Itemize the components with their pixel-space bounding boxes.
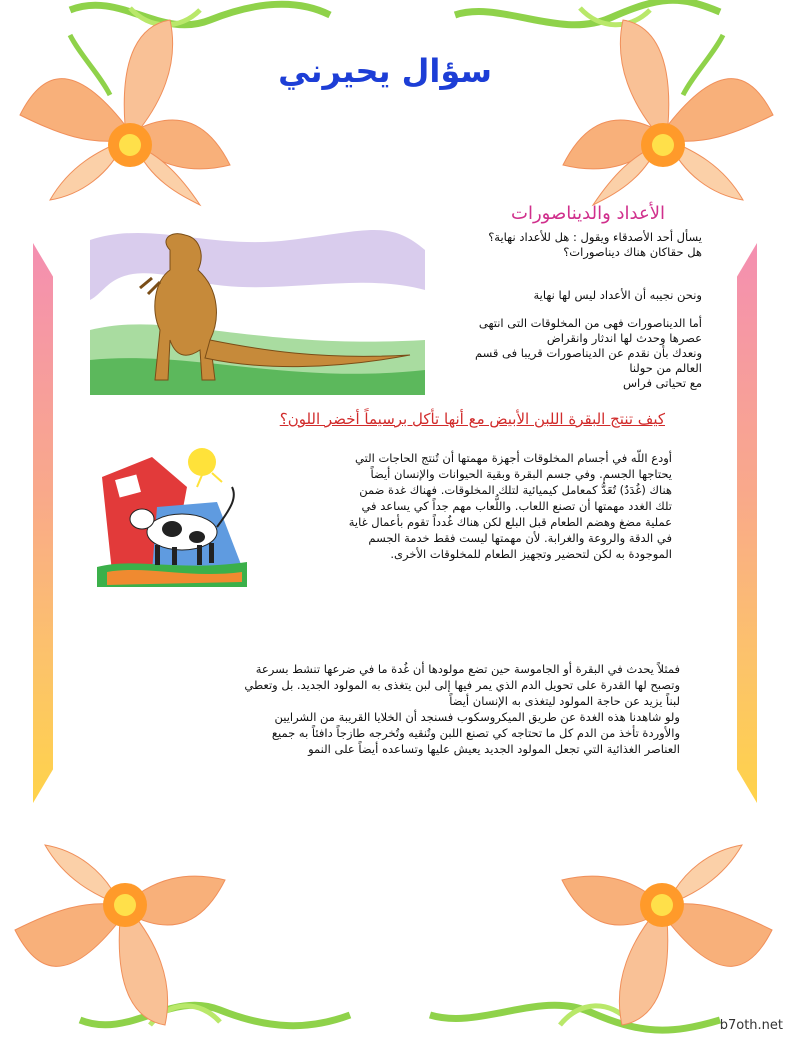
flower-top-left-icon xyxy=(10,15,240,215)
section-heading-dinosaurs: الأعداد والديناصورات xyxy=(511,203,665,224)
paragraph-line: عملية مضغ وهضم الطعام قبل البلع لكن هناك غُدداً تقوم بأعمال غاية xyxy=(348,515,672,529)
paragraph-line: وتصبح لها القدرة على تحويل الدم الذي يمر فيها إلى لبن يتغذى به المولود الجديد. بل وتعطي xyxy=(244,678,680,692)
paragraph-line: فمثلاً يحدث في البقرة أو الجاموسة حين تضع مولودها أن غُدة ما في ضرعها تنشط بسرعة xyxy=(255,662,680,676)
section1-paragraph xyxy=(402,316,702,391)
section3-paragraph xyxy=(100,661,680,757)
question-line: يسأل أحد الأصدقاء ويقول : هل للأعداد نهاية؟ xyxy=(488,230,702,244)
flower-bottom-right-icon xyxy=(552,830,782,1030)
section1-question xyxy=(412,230,702,260)
paragraph-line: أما الديناصورات فهى من المخلوقات التى انتهى xyxy=(478,316,702,330)
section1-answer: ونحن نجيبه أن الأعداد ليس لها نهاية xyxy=(533,288,702,302)
right-decorative-bar xyxy=(737,243,757,803)
paragraph-line: يحتاجها الجسم. وفي جسم البقرة وبقية الحيوانات والإنسان أيضاً xyxy=(370,467,672,481)
paragraph-line: تلك الغدد مهمتها أن تصنع اللعاب. واللُّعاب مهم جداً كي يساعد في xyxy=(361,499,672,513)
paragraph-line: ولو شاهدنا هذه الغدة عن طريق الميكروسكوب فسنجد أن الخلايا القريبة من الشرايين xyxy=(274,710,680,724)
dinosaur-illustration xyxy=(90,210,425,395)
paragraph-line: ونعدك بأن نقدم عن الديناصورات قريبا فى قسم xyxy=(474,346,702,360)
cow-barn-illustration xyxy=(97,447,247,587)
section2-paragraph xyxy=(257,450,672,562)
site-watermark: b7oth.net xyxy=(719,1018,783,1033)
left-decorative-bar xyxy=(33,243,53,803)
paragraph-line: أودع اللّه في أجسام المخلوقات أجهزة مهمتها أن تُنتج الحاجات التي xyxy=(355,451,672,465)
paragraph-line: مع تحياتى فراس xyxy=(622,376,702,390)
paragraph-line: العالم من حولنا xyxy=(629,361,702,375)
question-line: هل حقاكان هناك ديناصورات؟ xyxy=(563,245,702,259)
flower-top-right-icon xyxy=(553,15,783,215)
flower-bottom-left-icon xyxy=(5,830,235,1030)
page-title: سؤال يحيرني xyxy=(278,52,492,90)
paragraph-line: عصرها وحدث لها اندثار وانقراض xyxy=(546,331,702,345)
paragraph-line: في الدقة والروعة والغرابة. لأن مهمتها ليست فقط خدمة الجسم xyxy=(368,531,672,545)
section-heading-cow-milk: كيف تنتج البقرة اللبن الأبيض مع أنها تأكل برسيماً أخضر اللون؟ xyxy=(279,410,665,428)
paragraph-line: لبناً يزيد عن حاجة المولود ليتغذى به الإنسان أيضاً xyxy=(449,694,680,708)
paragraph-line: والأوردة تأخذ من الدم كل ما تحتاجه كي تصنع اللبن وتُنقيه وتُخرجه طازجاً دافئاً به جميع xyxy=(271,726,680,740)
paragraph-line: هناك (غُدَدٌ) تُعَدُّ كمعامل كيميائية لتلك المخلوقات. فهناك غدة ضمن xyxy=(359,483,672,497)
paragraph-line: الموجودة به لكن لتحضير وتجهيز الطعام للمخلوقات الأخرى. xyxy=(390,547,672,561)
paragraph-line: العناصر الغذائية التي تجعل المولود الجديد يعيش عليها وتساعده أيضاً على النمو xyxy=(308,742,680,756)
